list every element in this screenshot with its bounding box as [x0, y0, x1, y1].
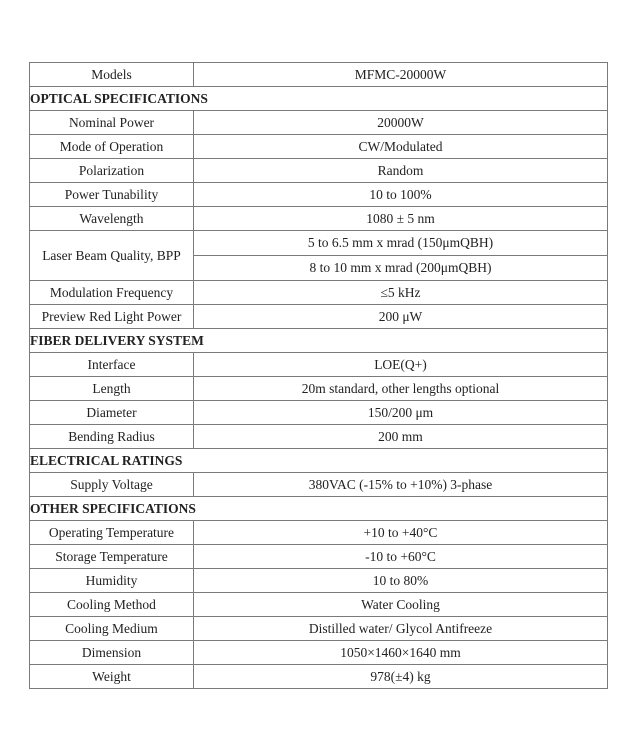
table-row — [30, 545, 608, 569]
spec-value: 1050×1460×1640 mm — [194, 641, 608, 665]
spec-value: Distilled water/ Glycol Antifreeze — [194, 617, 608, 641]
spec-label: Cooling Medium — [30, 617, 194, 641]
table-row — [30, 401, 608, 425]
spec-value: ≤5 kHz — [194, 281, 608, 305]
spec-label: Supply Voltage — [30, 473, 194, 497]
spec-label: Bending Radius — [30, 425, 194, 449]
table-row — [30, 641, 608, 665]
spec-label: Modulation Frequency — [30, 281, 194, 305]
section-header-row — [30, 449, 608, 473]
section-electrical-title: ELECTRICAL RATINGS — [30, 449, 608, 473]
section-header-row — [30, 497, 608, 521]
spec-value: 1080 ± 5 nm — [194, 207, 608, 231]
table-row — [30, 353, 608, 377]
table-row — [30, 63, 608, 87]
section-other-title: OTHER SPECIFICATIONS — [30, 497, 608, 521]
models-value: MFMC-20000W — [194, 63, 608, 87]
spec-value: Water Cooling — [194, 593, 608, 617]
spec-label: Weight — [30, 665, 194, 689]
spec-table — [29, 62, 608, 689]
spec-label: Laser Beam Quality, BPP — [30, 231, 194, 281]
spec-label: Interface — [30, 353, 194, 377]
table-row — [30, 377, 608, 401]
spec-label: Polarization — [30, 159, 194, 183]
spec-label: Cooling Method — [30, 593, 194, 617]
spec-value: 150/200 μm — [194, 401, 608, 425]
spec-value: 8 to 10 mm x mrad (200μmQBH) — [194, 256, 608, 281]
table-row — [30, 231, 608, 256]
spec-label: Preview Red Light Power — [30, 305, 194, 329]
spec-value: 978(±4) kg — [194, 665, 608, 689]
spec-label: Nominal Power — [30, 111, 194, 135]
table-row — [30, 183, 608, 207]
table-row — [30, 593, 608, 617]
table-row — [30, 207, 608, 231]
spec-value: CW/Modulated — [194, 135, 608, 159]
spec-value: 20000W — [194, 111, 608, 135]
table-row — [30, 281, 608, 305]
spec-value: 200 μW — [194, 305, 608, 329]
models-label: Models — [30, 63, 194, 87]
table-row — [30, 305, 608, 329]
spec-value: 5 to 6.5 mm x mrad (150μmQBH) — [194, 231, 608, 256]
spec-label: Mode of Operation — [30, 135, 194, 159]
spec-label: Wavelength — [30, 207, 194, 231]
table-row — [30, 135, 608, 159]
table-row — [30, 665, 608, 689]
spec-label: Operating Temperature — [30, 521, 194, 545]
section-header-row — [30, 87, 608, 111]
spec-value: 20m standard, other lengths optional — [194, 377, 608, 401]
spec-value: Random — [194, 159, 608, 183]
table-row — [30, 521, 608, 545]
table-row — [30, 473, 608, 497]
section-header-row — [30, 329, 608, 353]
spec-label: Length — [30, 377, 194, 401]
spec-value: -10 to +60°C — [194, 545, 608, 569]
table-row — [30, 159, 608, 183]
spec-label: Diameter — [30, 401, 194, 425]
spec-label: Humidity — [30, 569, 194, 593]
spec-label: Dimension — [30, 641, 194, 665]
table-row — [30, 617, 608, 641]
table-row — [30, 425, 608, 449]
spec-value: 200 mm — [194, 425, 608, 449]
spec-label: Storage Temperature — [30, 545, 194, 569]
section-optical-title: OPTICAL SPECIFICATIONS — [30, 87, 608, 111]
spec-value: 10 to 100% — [194, 183, 608, 207]
spec-label: Power Tunability — [30, 183, 194, 207]
spec-value: LOE(Q+) — [194, 353, 608, 377]
spec-value: 380VAC (-15% to +10%) 3-phase — [194, 473, 608, 497]
spec-value: +10 to +40°C — [194, 521, 608, 545]
section-fiber-title: FIBER DELIVERY SYSTEM — [30, 329, 608, 353]
table-row — [30, 569, 608, 593]
table-row — [30, 111, 608, 135]
spec-value: 10 to 80% — [194, 569, 608, 593]
